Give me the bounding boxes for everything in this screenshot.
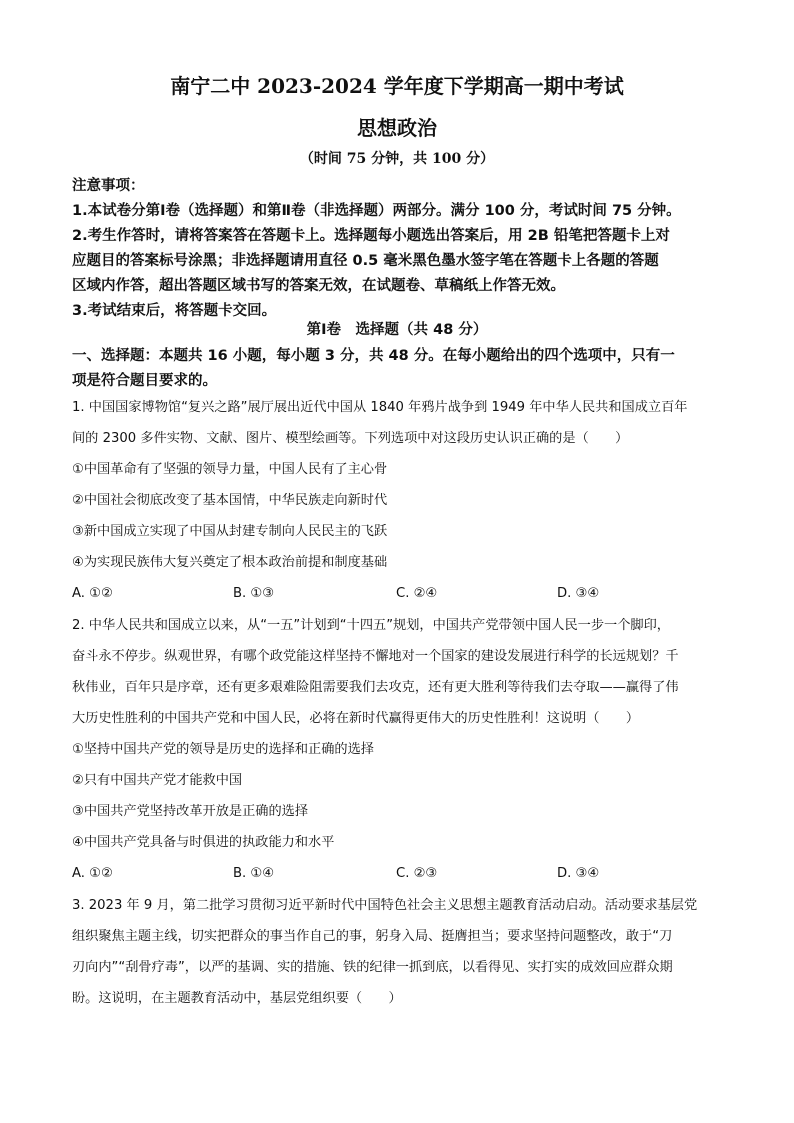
- question-stem-line: 大历史性胜利的中国共产党和中国人民，必将在新时代赢得更伟大的历史性胜利！这说明（ ）: [72, 711, 640, 726]
- question-2-options: [72, 858, 734, 889]
- statement: ③新中国成立实现了中国从封建专制向人民民主的飞跃: [72, 524, 388, 539]
- instruction-line: 区域内作答，超出答题区域书写的答案无效，在试题卷、草稿纸上作答无效。: [72, 278, 565, 294]
- question-stem-line: 组织聚焦主题主线，切实把群众的事当作自己的事，躬身入局、挺膺担当；要求坚持问题整改，敢于“刀: [72, 929, 673, 944]
- section-intro-line: 一、选择题：本题共 16 小题，每小题 3 分，共 48 分。在每小题给出的四个选项中，只有一: [72, 348, 675, 364]
- instruction-line: 2.考生作答时，请将答案答在答题卡上。选择题每小题选出答案后，用 2B 铅笔把答题卡上对: [72, 228, 670, 244]
- option-b: B. ①④: [233, 866, 275, 881]
- question-stem-line: 奋斗永不停步。纵观世界，有哪个政党能这样坚持不懈地对一个国家的建设发展进行科学的长远规划？千: [72, 649, 679, 664]
- time-note: （时间 75 分钟，共 100 分）: [299, 151, 495, 167]
- question-stem-line: 刃向内”“刮骨疗毒”，以严的基调、实的措施、铁的纪律一抓到底，以看得见、实打实的成效回应群众期: [72, 960, 673, 975]
- statement: ④为实现民族伟大复兴奠定了根本政治前提和制度基础: [72, 555, 388, 570]
- statement: ②中国社会彻底改变了基本国情，中华民族走向新时代: [72, 493, 388, 508]
- question-stem-line: 间的 2300 多件实物、文献、图片、模型绘画等。下列选项中对这段历史认识正确的是（ ）: [72, 431, 629, 446]
- question-2: [72, 610, 734, 858]
- instruction-line: 1.本试卷分第Ⅰ卷（选择题）和第Ⅱ卷（非选择题）两部分。满分 100 分，考试时间 75 分钟。: [72, 203, 681, 219]
- option-a: A. ①②: [72, 866, 113, 881]
- question-stem-line: 秋伟业，百年只是序章，还有更多艰难险阻需要我们去攻克，还有更大胜利等待我们去夺取——赢得了伟: [72, 680, 679, 695]
- question-3: [72, 890, 734, 1014]
- question-stem-line: 1. 中国国家博物馆“复兴之路”展厅展出近代中国从 1840 年鸦片战争到 1949 年中华人民共和国成立百年: [72, 400, 688, 415]
- option-c: C. ②③: [396, 866, 438, 881]
- instructions-heading: 注意事项：: [72, 178, 145, 194]
- instruction-line: 3.考试结束后，将答题卡交回。: [72, 303, 277, 319]
- option-b: B. ①③: [233, 586, 275, 601]
- question-1-options: [72, 578, 734, 609]
- exam-title: 南宁二中 2023-2024 学年度下学期高一期中考试: [170, 74, 624, 98]
- option-a: A. ①②: [72, 586, 113, 601]
- statement: ②只有中国共产党才能救中国: [72, 773, 243, 788]
- instruction-line: 应题目的答案标号涂黑；非选择题请用直径 0.5 毫米黑色墨水签字笔在答题卡上各题的答题: [72, 253, 659, 269]
- question-1: [72, 392, 734, 578]
- question-stem-line: 3. 2023 年 9 月，第二批学习贯彻习近平新时代中国特色社会主义思想主题教育活动启动。活动要求基层党: [72, 898, 698, 913]
- section-intro-line: 项是符合题目要求的。: [72, 373, 217, 389]
- option-c: C. ②④: [396, 586, 438, 601]
- question-stem-line: 2. 中华人民共和国成立以来，从“一五”计划到“十四五”规划，中国共产党带领中国人民一步一个脚印，: [72, 618, 670, 633]
- exam-instructions: [72, 174, 732, 324]
- statement: ③中国共产党坚持改革开放是正确的选择: [72, 804, 309, 819]
- option-d: D. ③④: [557, 586, 600, 601]
- statement: ①坚持中国共产党的领导是历史的选择和正确的选择: [72, 742, 374, 757]
- statement: ①中国革命有了坚强的领导力量，中国人民有了主心骨: [72, 462, 388, 477]
- subject-title: 思想政治: [357, 116, 437, 140]
- statement: ④中国共产党具备与时俱进的执政能力和水平: [72, 835, 335, 850]
- option-d: D. ③④: [557, 866, 600, 881]
- question-stem-line: 盼。这说明，在主题教育活动中，基层党组织要（ ）: [72, 991, 402, 1006]
- section-intro: [72, 344, 732, 394]
- section-title: 第Ⅰ卷 选择题（共 48 分）: [306, 322, 488, 338]
